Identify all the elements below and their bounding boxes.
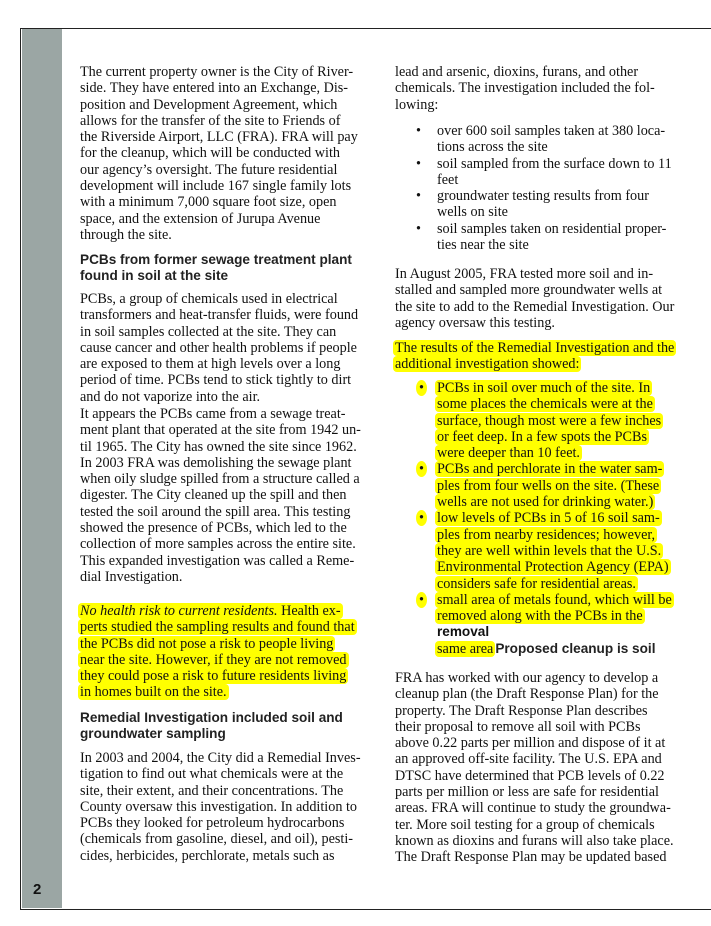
text-line — [437, 559, 674, 575]
text-line — [80, 211, 358, 227]
line-text: The current property owner is the City of River- — [80, 64, 354, 80]
text-line — [395, 299, 674, 315]
line-text: their proposal to remove all soil with PCBs — [395, 718, 641, 735]
line-text: side. They have entered into an Exchange, Dis- — [80, 80, 349, 97]
text-line — [80, 252, 352, 268]
text-line — [80, 783, 361, 799]
text-line — [80, 726, 343, 742]
list-item — [395, 461, 674, 510]
text-line — [437, 624, 674, 640]
bullet-icon — [416, 188, 421, 204]
line-text: space, and the extension of Jurupa Avenue — [80, 210, 321, 227]
line-text: PCBs in soil over much of the site. In — [437, 380, 651, 396]
line-text: above 0.22 parts per million and dispose of it at — [395, 735, 666, 752]
text-line — [80, 520, 361, 536]
text-line — [80, 439, 361, 455]
paragraph-august-2005 — [395, 266, 674, 331]
line-text: allows for the transfer of the site to Friends of — [80, 112, 341, 129]
text-line — [395, 670, 674, 686]
line-text: lead and arsenic, dioxins, furans, and other — [395, 64, 639, 80]
line-text: surface, though most were a few inches — [437, 412, 662, 429]
line-text: the site to add to the Remedial Investigation. Our — [395, 298, 675, 315]
line-text: through the site. — [80, 226, 172, 243]
bullet-glyph: • — [416, 380, 427, 396]
text-line — [80, 64, 358, 80]
section-heading-remedial — [80, 710, 343, 743]
line-text: cleanup plan (the Draft Response Plan) for the — [395, 686, 659, 703]
line-text: tions across the site — [437, 139, 548, 156]
text-line — [80, 848, 361, 864]
text-line — [395, 64, 655, 80]
line-text: same area — [437, 640, 494, 657]
line-text: parts per million or less are safe for residential — [395, 784, 659, 801]
text-line — [395, 315, 674, 331]
text-line — [437, 576, 674, 592]
line-text: Environmental Protection Agency (EPA) — [437, 559, 669, 576]
bullet-glyph: • — [416, 123, 421, 139]
line-text: lowing: — [395, 96, 439, 113]
line-text: (chemicals from gasoline, diesel, and oil), pesti- — [80, 831, 354, 848]
text-line — [80, 815, 361, 831]
line-text: soil sampled from the surface down to 11 — [437, 155, 672, 172]
line-text: It appears the PCBs came from a sewage treat- — [80, 406, 346, 422]
line-text: low levels of PCBs in 5 of 16 soil sam- — [437, 510, 660, 527]
line-text: Health ex- — [277, 603, 341, 619]
line-text — [78, 684, 229, 700]
line-text: feet — [437, 171, 459, 188]
text-line — [437, 592, 674, 608]
text-line — [80, 80, 358, 96]
results-list — [395, 380, 674, 657]
line-text: soil samples taken on residential proper- — [437, 220, 667, 237]
line-text: the Riverside Airport, LLC (FRA). FRA will pay — [80, 129, 358, 146]
text-line — [395, 784, 674, 800]
line-text: or feet deep. In a few spots the PCBs — [437, 428, 648, 445]
paragraph-remedial-investigation — [80, 750, 361, 864]
line-text: known as dioxins and furans will also take place. — [395, 832, 674, 849]
line-text — [78, 636, 335, 652]
text-line — [80, 340, 358, 356]
line-text: groundwater sampling — [80, 726, 226, 742]
text-line — [395, 849, 674, 865]
line-text: Remedial Investigation included soil and — [80, 710, 343, 725]
bullet-icon — [416, 156, 421, 172]
list-item — [395, 156, 672, 189]
line-text: PCBs and perchlorate in the water sam- — [437, 461, 663, 478]
line-text: some places the chemicals were at the — [437, 396, 653, 413]
line-text: showed the presence of PCBs, which led to the — [80, 520, 347, 537]
line-text: This expanded investigation was called a Reme- — [80, 552, 355, 569]
text-line — [80, 422, 361, 438]
line-text — [78, 603, 343, 619]
line-text: period of time. PCBs tend to stick tightly to dirt — [80, 372, 352, 389]
text-line — [437, 188, 672, 204]
line-text: additional investigation showed: — [395, 356, 580, 373]
paragraph-results-intro — [395, 340, 676, 373]
line-text: In 2003 and 2004, the City did a Remedial Inves- — [80, 750, 361, 766]
line-text — [78, 668, 348, 684]
line-text: they are well within levels that the U.S. — [437, 542, 662, 559]
bullet-glyph: • — [416, 592, 427, 608]
text-line — [80, 750, 361, 766]
text-line — [80, 799, 361, 815]
text-line — [437, 543, 674, 559]
line-text: ties near the site — [437, 237, 529, 254]
bullet-icon — [416, 380, 427, 396]
line-text: DTSC have determined that PCB levels of 0.22 — [395, 767, 665, 784]
line-text: In August 2005, FRA tested more soil and in- — [395, 266, 654, 282]
text-line — [437, 221, 672, 237]
line-text: In 2003 FRA was demolishing the sewage plant — [80, 454, 352, 471]
line-text: areas. FRA will continue to study the groundwa- — [395, 800, 671, 817]
text-line — [80, 710, 343, 726]
line-text: in soil samples collected at the site. They can — [80, 323, 337, 340]
text-line — [80, 487, 361, 503]
text-line — [80, 227, 358, 243]
list-item — [395, 221, 672, 254]
line-text: The Draft Response Plan may be updated based — [395, 849, 667, 866]
text-line — [80, 831, 361, 847]
line-text: tigation to find out what chemicals were at the — [80, 766, 344, 783]
line-text: development will include 167 single family lots — [80, 178, 352, 195]
text-line — [437, 641, 674, 657]
line-text: are exposed to them at high levels over a long — [80, 356, 341, 373]
line-text: dial Investigation. — [80, 568, 183, 585]
line-text: PCBs they looked for petroleum hydrocarbons — [80, 815, 345, 832]
line-text: tested the soil around the spill area. This testing — [80, 503, 351, 520]
line-text: digester. The City cleaned up the spill and then — [80, 487, 347, 504]
text-line — [395, 282, 674, 298]
line-text: til 1965. The City has owned the site since 1962. — [80, 438, 357, 455]
text-line — [395, 800, 674, 816]
text-line — [437, 396, 674, 412]
text-line — [437, 172, 672, 188]
line-text — [78, 652, 349, 668]
text-line — [80, 113, 358, 129]
line-text: small area of metals found, which will be — [437, 591, 672, 608]
line-text: transformers and heat-transfer fluids, were found — [80, 307, 359, 324]
text-line — [80, 536, 361, 552]
page-number: 2 — [33, 881, 42, 898]
line-text: PCBs, a group of chemicals used in electrical — [80, 291, 338, 307]
line-text: wells are not used for drinking water.) — [437, 494, 654, 511]
text-line — [80, 307, 358, 323]
line-text: PCBs from former sewage treatment plant — [80, 252, 352, 267]
text-line — [80, 162, 358, 178]
line-text: chemicals. The investigation included the fol- — [395, 80, 655, 97]
line-text: when oily sludge spilled from a structure called a — [80, 471, 360, 488]
text-line — [395, 768, 674, 784]
bullet-icon — [416, 123, 421, 139]
line-text: an approved off-site facility. The U.S. EPA and — [395, 751, 662, 768]
line-text: stalled and sampled more groundwater wells at — [395, 282, 663, 299]
text-line — [395, 719, 674, 735]
section-heading-cleanup: Proposed cleanup is soil — [495, 640, 656, 656]
text-line — [80, 389, 358, 405]
line-text: FRA has worked with our agency to develop a — [395, 670, 659, 686]
text-line — [395, 703, 674, 719]
line-text: ples from four wells on the site. (These — [437, 477, 660, 494]
bullet-icon — [416, 461, 427, 477]
text-line — [395, 340, 676, 356]
bullet-icon — [416, 221, 421, 237]
text-line — [395, 735, 674, 751]
bullet-glyph: • — [416, 155, 421, 172]
bullet-glyph: • — [416, 461, 427, 477]
bullet-glyph: • — [416, 220, 421, 237]
text-line — [437, 204, 672, 220]
text-line — [80, 603, 357, 619]
text-line — [437, 527, 674, 543]
list-item — [395, 380, 674, 461]
list-item — [395, 510, 674, 591]
text-line — [80, 455, 361, 471]
text-line — [437, 139, 672, 155]
text-line — [80, 129, 358, 145]
paragraph-chemicals — [395, 64, 655, 113]
text-line — [80, 356, 358, 372]
section-heading-pcbs — [80, 252, 352, 285]
list-item — [395, 188, 672, 221]
line-text: they could pose a risk to future residents living — [80, 668, 347, 685]
line-text: property. The Draft Response Plan describes — [395, 702, 648, 719]
bullet-glyph: • — [416, 188, 421, 205]
text-line — [437, 413, 674, 429]
paragraph-draft-response-plan — [395, 670, 674, 866]
list-item — [395, 592, 674, 657]
line-text: perts studied the sampling results and found that — [80, 619, 355, 636]
text-line — [437, 478, 674, 494]
text-line — [80, 145, 358, 161]
line-text: groundwater testing results from four — [437, 188, 649, 205]
line-text: were deeper than 10 feet. — [437, 445, 580, 462]
text-line — [80, 178, 358, 194]
text-line — [80, 268, 352, 284]
text-line — [80, 636, 357, 652]
text-line — [80, 372, 358, 388]
text-line — [437, 494, 674, 510]
line-text: County oversaw this investigation. In addition to — [80, 798, 358, 815]
bullet-icon — [416, 510, 427, 526]
paragraph-pcb-source — [80, 406, 361, 585]
text-line — [395, 97, 655, 113]
text-line — [80, 471, 361, 487]
text-line — [437, 380, 674, 396]
text-line — [80, 569, 361, 585]
bullet-icon — [416, 592, 427, 608]
paragraph-pcbs-definition — [80, 291, 358, 405]
line-text: cause cancer and other health problems if people — [80, 339, 357, 356]
text-line — [437, 237, 672, 253]
text-line — [395, 80, 655, 96]
text-line — [437, 461, 674, 477]
line-text: found in soil at the site — [80, 268, 229, 284]
text-line — [80, 766, 361, 782]
text-line — [437, 156, 672, 172]
text-line — [80, 406, 361, 422]
text-line — [80, 652, 357, 668]
text-line — [395, 356, 676, 372]
text-line — [395, 686, 674, 702]
text-line — [395, 751, 674, 767]
line-text: ment plant that operated at the site from 1942 un- — [80, 422, 361, 439]
list-item — [395, 123, 672, 156]
line-text: over 600 soil samples taken at 380 loca- — [437, 123, 666, 139]
text-line — [80, 668, 357, 684]
line-text: near the site. However, if they are not removed — [80, 651, 347, 668]
paragraph-ownership — [80, 64, 358, 243]
line-text: collection of more samples across the entire site. — [80, 536, 356, 553]
line-text: the PCBs did not pose a risk to people living — [80, 635, 334, 652]
line-text: our agency’s oversight. The future residential — [80, 161, 338, 178]
text-line — [80, 291, 358, 307]
text-line — [437, 123, 672, 139]
bullet-glyph: • — [416, 510, 427, 526]
text-line — [395, 817, 674, 833]
text-line — [437, 510, 674, 526]
line-text: removed along with the PCBs in the — [437, 608, 643, 625]
text-line — [437, 608, 674, 624]
text-line — [395, 833, 674, 849]
investigation-list — [395, 123, 672, 253]
line-text: considers safe for residential areas. — [437, 575, 636, 592]
text-line — [80, 684, 357, 700]
line-text: agency oversaw this testing. — [395, 314, 555, 331]
line-text: ter. More soil testing for a group of chemicals — [395, 816, 655, 833]
text-line — [80, 194, 358, 210]
line-text: The results of the Remedial Investigation and the — [395, 340, 675, 356]
line-text: cides, herbicides, perchlorate, metals such as — [80, 847, 335, 864]
line-text: ples from nearby residences; however, — [437, 526, 656, 543]
text-line — [80, 504, 361, 520]
line-text: and do not vaporize into the air. — [80, 388, 261, 405]
line-text: with a minimum 7,000 square foot size, open — [80, 194, 337, 211]
line-text — [78, 619, 357, 635]
text-line — [80, 619, 357, 635]
paragraph-health-risk — [80, 603, 357, 701]
section-heading-cleanup-cont: removal — [437, 624, 490, 640]
line-text: in homes built on the site. — [80, 684, 227, 701]
italic-lead: No health risk to current residents. — [80, 603, 278, 619]
text-line — [80, 324, 358, 340]
text-line — [395, 266, 674, 282]
line-text: position and Development Agreement, which — [80, 96, 338, 113]
text-line — [437, 429, 674, 445]
line-text: site, their extent, and their concentrations. The — [80, 782, 344, 799]
side-band — [22, 29, 62, 908]
text-line — [437, 445, 674, 461]
text-line — [80, 553, 361, 569]
line-text: for the cleanup, which will be conducted with — [80, 145, 341, 162]
line-text: wells on site — [437, 204, 508, 221]
text-line — [80, 97, 358, 113]
